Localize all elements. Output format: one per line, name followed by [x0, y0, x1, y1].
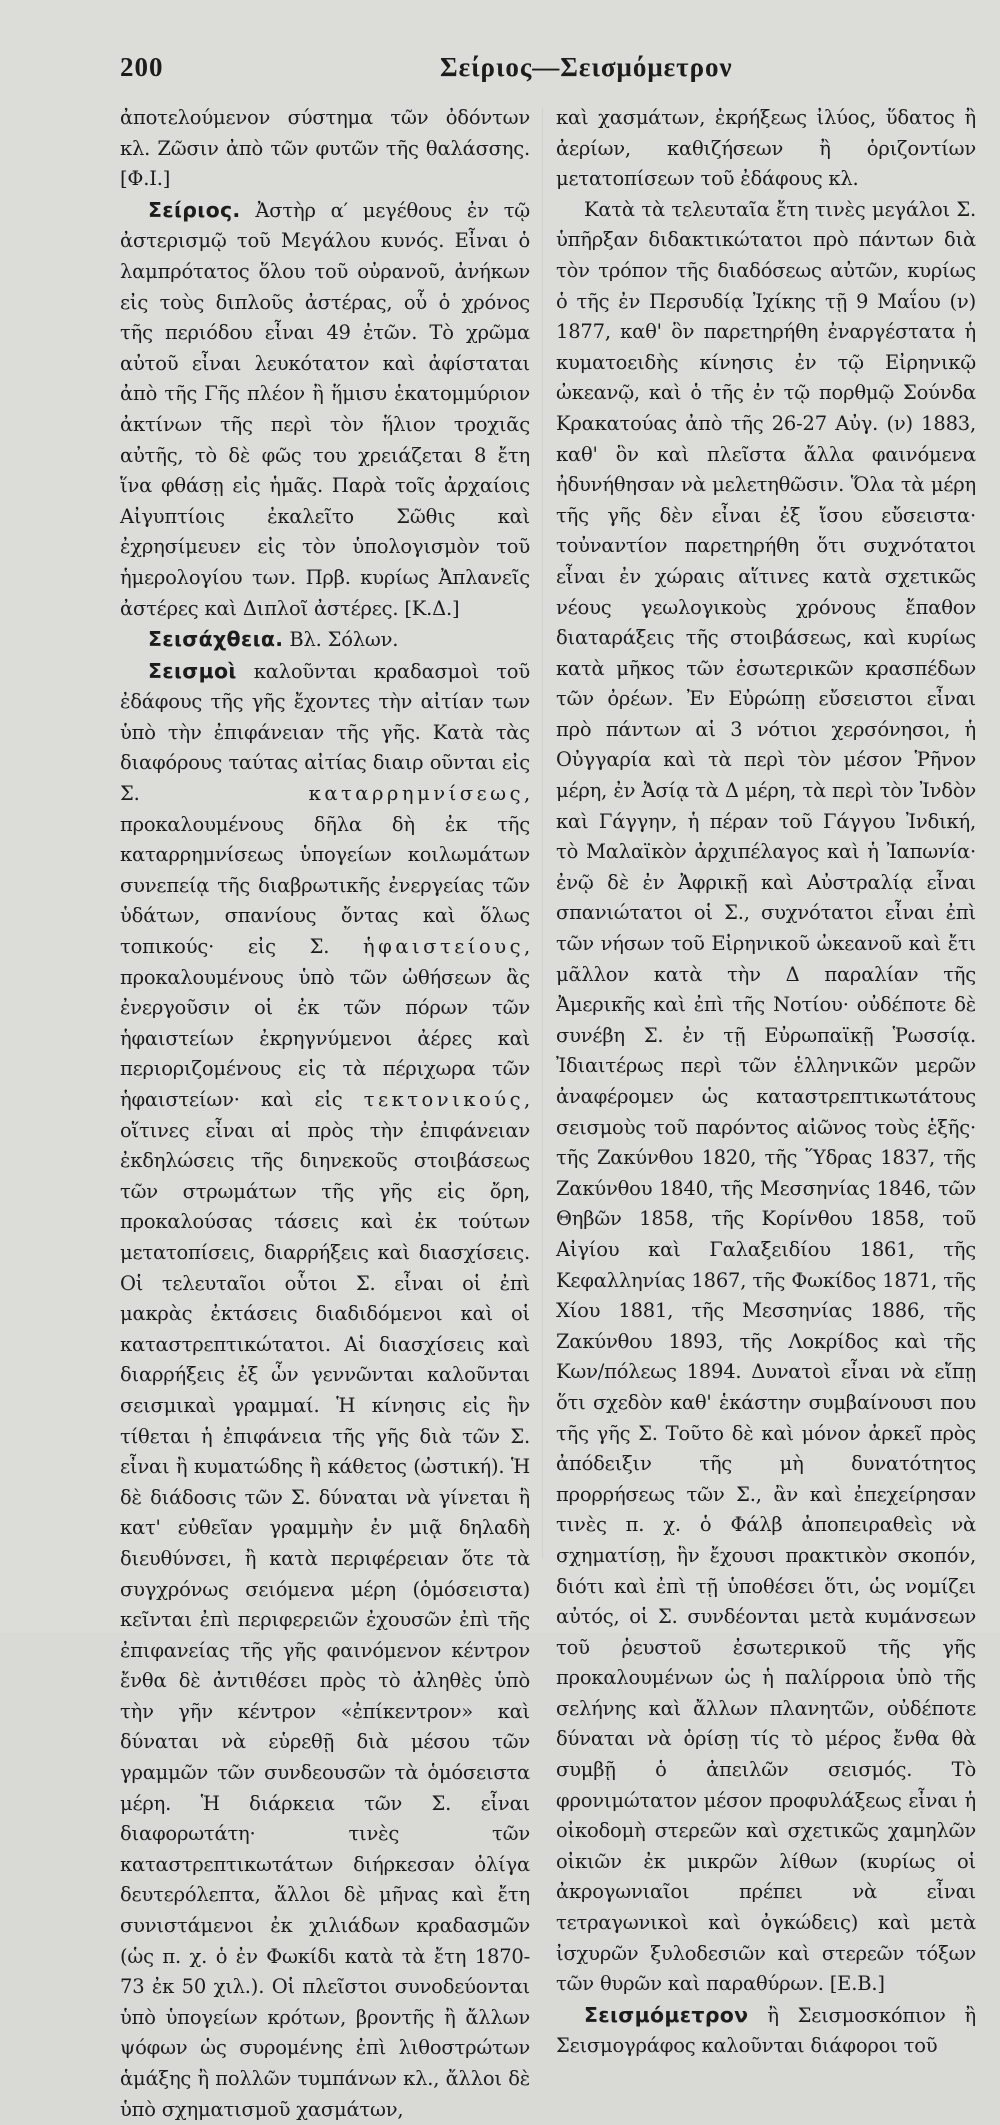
entry-continuation: [556, 103, 976, 195]
headword: Σεισάχθεια.: [148, 627, 284, 652]
left-column: [120, 103, 530, 2125]
entry-text: Κατὰ τὰ τελευταῖα ἔτη τινὲς μεγάλοι Σ. ὑπῆρξαν διδακτικώτατοι πρὸ πάντων διὰ τὸν τρόπον τῆς διαδόσεως αὐτῶν, κυρίως ὁ τῆς ἐν Περσυδίᾳ Ἰχίκης τῇ 9 Μαΐου (ν) 1877, καθ' ὃν παρετηρήθη ἐναργέστατα ἡ κυματοειδὴς κίνησις ἐν τῷ Εἰρηνικῷ ὠκεανῷ, καὶ ὁ τῆς ἐν τῷ πορθμῷ Σούνδα Κρακατούας ἀπὸ τῆς 26-27 Αὐγ. (ν) 1883, καθ' ὃν καὶ πλεῖστα ἄλλα φαινόμενα ἠδυνήθησαν νὰ μελετηθῶσιν. Ὅλα τὰ μέρη τῆς γῆς δὲν εἶναι ἐξ ἴσου εὔσειστα· τοὐναντίον παρετηρήθη ὅτι συχνότατοι εἶναι ἐν χώραις αἵτινες κατὰ σχετικῶς νέους γεωλογικοὺς χρόνους ἔπαθον διαταράξεις τῆς στοιβάσεως, καὶ κυρίως κατὰ μῆκος τῶν ἐσωτερικῶν κρασπέδων τῶν ὀρέων. Ἐν Εὐρώπῃ εὔσειστοι εἶναι πρὸ πάντων αἱ 3 νότιοι χερσόνησοι, ἡ Οὐγγαρία καὶ τὰ περὶ τὸν μέσον Ῥῆνον μέρη, ἐν Ἀσίᾳ τὰ Δ μέρη, τὰ περὶ τὸν Ἰνδὸν καὶ Γάγγην, ἡ πέραν τοῦ Γάγγου Ἰνδική, τὸ Μαλαϊκὸν ἀρχιπέλαγος καὶ ἡ Ἰαπωνία· ἐνῷ δὲ ἐν Ἀφρικῇ καὶ Αὐστραλίᾳ εἶναι σπανιώτατοι οἱ Σ., συχνότατοι εἶναι ἐπὶ τῶν νήσων τοῦ Εἰρηνικοῦ ὠκεανοῦ καὶ ἔτι μᾶλλον κατὰ τὴν Δ παραλίαν τῆς Ἀμερικῆς καὶ ἐπὶ τῆς Νοτίου· οὐδέποτε δὲ συνέβη Σ. ἐν τῇ Εὐρωπαϊκῇ Ῥωσσίᾳ. Ἰδιαιτέρως περὶ τῶν ἑλληνικῶν μερῶν ἀναφέρομεν ὡς καταστρεπτικωτάτους σεισμοὺς τοῦ παρόντος αἰῶνος τοὺς ἑξῆς· τῆς Ζακύνθου 1820, τῆς Ὕδρας 1837, τῆς Ζακύνθου 1840, τῆς Μεσσηνίας 1846, τῶν Θηβῶν 1858, τῆς Κορίνθου 1858, τοῦ Αἰγίου καὶ Γαλαξειδίου 1861, τῆς Κεφαλληνίας 1867, τῆς Φωκίδος 1871, τῆς Χίου 1881, τῆς Μεσσηνίας 1886, τῆς Ζακύνθου 1893, τῆς Λοκρίδος καὶ τῆς Κων/πόλεως 1894. Δυνατοὶ εἶναι νὰ εἴπῃ ὅτι σχεδὸν καθ' ἑκάστην συμβαίνουσι που τῆς γῆς Σ. Τοῦτο δὲ καὶ μόνον ἀρκεῖ πρὸς ἀπόδειξιν τῆς μὴ δυνατότητος προρρήσεως τῶν Σ., ἂν καὶ ἐπεχείρησαν τινὲς π. χ. ὁ Φάλβ ἀποπειραθεὶς νὰ σχηματίσῃ, ἣν ἔχουσι πρακτικὸν σκοπόν, διότι καὶ ἐπὶ τῇ ὑποθέσει ὅτι, ὡς νομίζει αὐτός, οἱ Σ. συνδέονται μετὰ κυμάνσεων τοῦ ῥευστοῦ ἐσωτερικοῦ τῆς γῆς προκαλουμένων ὡς ἡ παλίρροια ὑπὸ τῆς σελήνης καὶ ἄλλων πλανητῶν, οὐδέποτε δύναται νὰ ὁρίσῃ τίς τὸ μέρος ἔνθα θὰ συμβῇ ὁ ἀπειλῶν σεισμός. Τὸ φρονιμώτατον μέσον προφυλάξεως εἶναι ἡ οἰκοδομὴ στερεῶν καὶ σχετικῶς χαμηλῶν οἰκιῶν ἐκ μικρῶν λίθων (κυρίως οἱ ἀκρογωνιαῖοι πρέπει νὰ εἶναι τετραγωνικοὶ καὶ ὀγκώδεις) καὶ μετὰ ἰσχυρῶν ξυλοδεσιῶν καὶ στερεῶν τόξων τῶν θυρῶν καὶ παραθύρων. [Ε.Β.]: [556, 197, 976, 1996]
entry-text: , προκαλουμένους ὑπὸ τῶν ὠθήσεων ἃς ἐνεργοῦσιν οἱ ἐκ τῶν πόρων τῶν ἡφαιστείων ἐκρηγνύμενοι ἀέρες καὶ περιοριζομένους εἰς τὰ πέριχωρα τῶν ἡφαιστείων· καὶ εἰς: [120, 935, 530, 1111]
page-header: [120, 52, 975, 92]
entry-continuation: [120, 103, 530, 195]
headword: Σεισμόμετρον: [584, 2002, 749, 2027]
entry-seirios: [120, 195, 530, 624]
entry-text: ἀποτελούμενον σύστημα τῶν ὀδόντων κλ. Ζῶσιν ἀπὸ τῶν φυτῶν τῆς θαλάσσης. [Φ.Ι.]: [120, 106, 530, 191]
entry-text: καὶ χασμάτων, ἐκρήξεως ἰλύος, ὕδατος ἢ ἀερίων, καθιζήσεων ἢ ὁριζοντίων μετατοπίσεων τοῦ ἐδάφους κλ.: [556, 106, 976, 191]
entry-paragraph: [556, 195, 976, 2000]
spaced-term: τεκτονικούς: [363, 1088, 524, 1111]
entry-text: ἢ Σεισμοσκόπιον ἢ Σεισμογράφος καλοῦνται διάφοροι τοῦ: [556, 2003, 976, 2058]
column-gutter: [542, 108, 543, 1558]
entry-text: , οἵτινες εἶναι αἱ πρὸς τὴν ἐπιφάνειαν ἐκδηλώσεις τῆς διηνεκοῦς στοιβάσεως τῶν στρωμάτων τῆς γῆς εἰς ὄρη, προκαλούσας τάσεις καὶ ἐκ τούτων μετατοπίσεις, διαρρήξεις καὶ διασχίσεις. Οἱ τελευταῖοι οὗτοι Σ. εἶναι οἱ ἐπὶ μακρὰς ἐκτάσεις διαδιδόμενοι καὶ οἱ καταστρεπτικώτατοι. Αἱ διασχίσεις καὶ διαρρήξεις ἐξ ὧν γεννῶνται καλοῦνται σεισμικαὶ γραμμαί. Ἡ κίνησις εἰς ἣν τίθεται ἡ ἐπιφάνεια τῆς γῆς διὰ τῶν Σ. εἶναι ἢ κυματώδης ἢ κάθετος (ὠστική). Ἡ δὲ διάδοσις τῶν Σ. δύναται νὰ γίνεται ἢ κατ' εὐθεῖαν γραμμὴν ἐν μιᾷ δηλαδὴ διευθύνσει, ἢ κατὰ περιφέρειαν ὅτε τὰ συγχρόνως σειόμενα μέρη (ὁμόσειστα) κεῖνται ἐπὶ περιφερειῶν ἐχουσῶν ἐπὶ τῆς ἐπιφανείας τῆς γῆς φαινόμενον κέντρον ἔνθα δὲ ἀντιθέσει πρὸς τὸ ἀληθὲς ὑπὸ τὴν γῆν κέντρον «ἐπίκεντρον» καὶ δύναται νὰ εὑρεθῇ διὰ μέσου τῶν γραμμῶν τῶν συνδεουσῶν τὰ ὁμόσειστα μέρη. Ἡ διάρκεια τῶν Σ. εἶναι διαφορωτάτη· τινὲς τῶν καταστρεπτικωτάτων διήρκεσαν ὀλίγα δευτερόλεπτα, ἄλλοι δὲ μῆνας καὶ ἔτη συνιστάμενοι ἐκ χιλιάδων κραδασμῶν (ὡς π. χ. ὁ ἐν Φωκίδι κατὰ τὰ ἔτη 1870-73 ἐκ 50 χιλ.). Οἱ πλεῖστοι συνοδεύονται ὑπὸ ὑπογείων κρότων, βροντῆς ἢ ἄλλων ψόφων ὡς συρομένης ἐπὶ λιθοστρώτων ἁμάξης ἢ πολλῶν τυμπάνων κλ., ἄλλοι δὲ ὑπὸ σχηματισμοῦ χασμάτων,: [120, 1088, 530, 2121]
right-column: [556, 103, 976, 2062]
entry-text: , προκαλουμένους δῆλα δὴ ἐκ τῆς καταρρημνίσεως ὑπογείων κοιλωμάτων συνεπείᾳ τῆς διαβρωτικῆς ἐνεργείας τῶν ὑδάτων, σπανίους ὄντας καὶ ὅλως τοπικούς· εἰς Σ.: [120, 782, 530, 959]
page-number: 200: [120, 52, 164, 82]
entry-text: Βλ. Σόλων.: [283, 628, 399, 652]
entry-seisachtheia: [120, 624, 530, 656]
spaced-term: καταρρημνίσεως: [308, 782, 524, 806]
entry-seismometron: [556, 2000, 976, 2062]
entry-text: Ἀστὴρ α′ μεγέθους ἐν τῷ ἀστερισμῷ τοῦ Μεγάλου κυνός. Εἶναι ὁ λαμπρότατος ὅλου τοῦ οὐρανοῦ, ἀνήκων εἰς τοὺς διπλοῦς ἀστέρας, οὗ ὁ χρόνος τῆς περιόδου εἶναι 49 ἐτῶν. Τὸ χρῶμα αὐτοῦ εἶναι λευκότατον καὶ ἀφίσταται ἀπὸ τῆς Γῆς πλέον ἢ ἥμισυ ἑκατομμύριον ἀκτίνων τῆς περὶ τὸν ἥλιον τροχιᾶς αὐτῆς, τὸ δὲ φῶς του χρειάζεται 8 ἔτη ἵνα φθάσῃ εἰς ἡμᾶς. Παρὰ τοῖς ἀρχαίοις Αἰγυπτίοις ἐκαλεῖτο Σῶθις καὶ ἐχρησίμευεν εἰς τὸν ὑπολογισμὸν τοῦ ἡμερολογίου των. Πρβ. κυρίως Ἀπλανεῖς ἀστέρες καὶ Διπλοῖ ἀστέρες. [Κ.Δ.]: [120, 198, 530, 620]
headword: Σεισμοὶ: [148, 658, 237, 683]
headword: Σείριος.: [148, 197, 241, 222]
spaced-term: ἡφαιστείους: [362, 935, 524, 959]
running-head: Σείριος—Σεισμόμετρον: [440, 52, 733, 82]
entry-text: καλοῦνται κραδασμοὶ τοῦ ἐδάφους τῆς γῆς ἔχοντες τὴν αἰτίαν των ὑπὸ τὴν ἐπιφάνειαν τῆς γῆς. Κατὰ τὰς διαφόρους ταύτας αἰτίας διαιρ οῦνται εἰς Σ.: [120, 659, 530, 806]
entry-seismoi: [120, 656, 530, 2125]
